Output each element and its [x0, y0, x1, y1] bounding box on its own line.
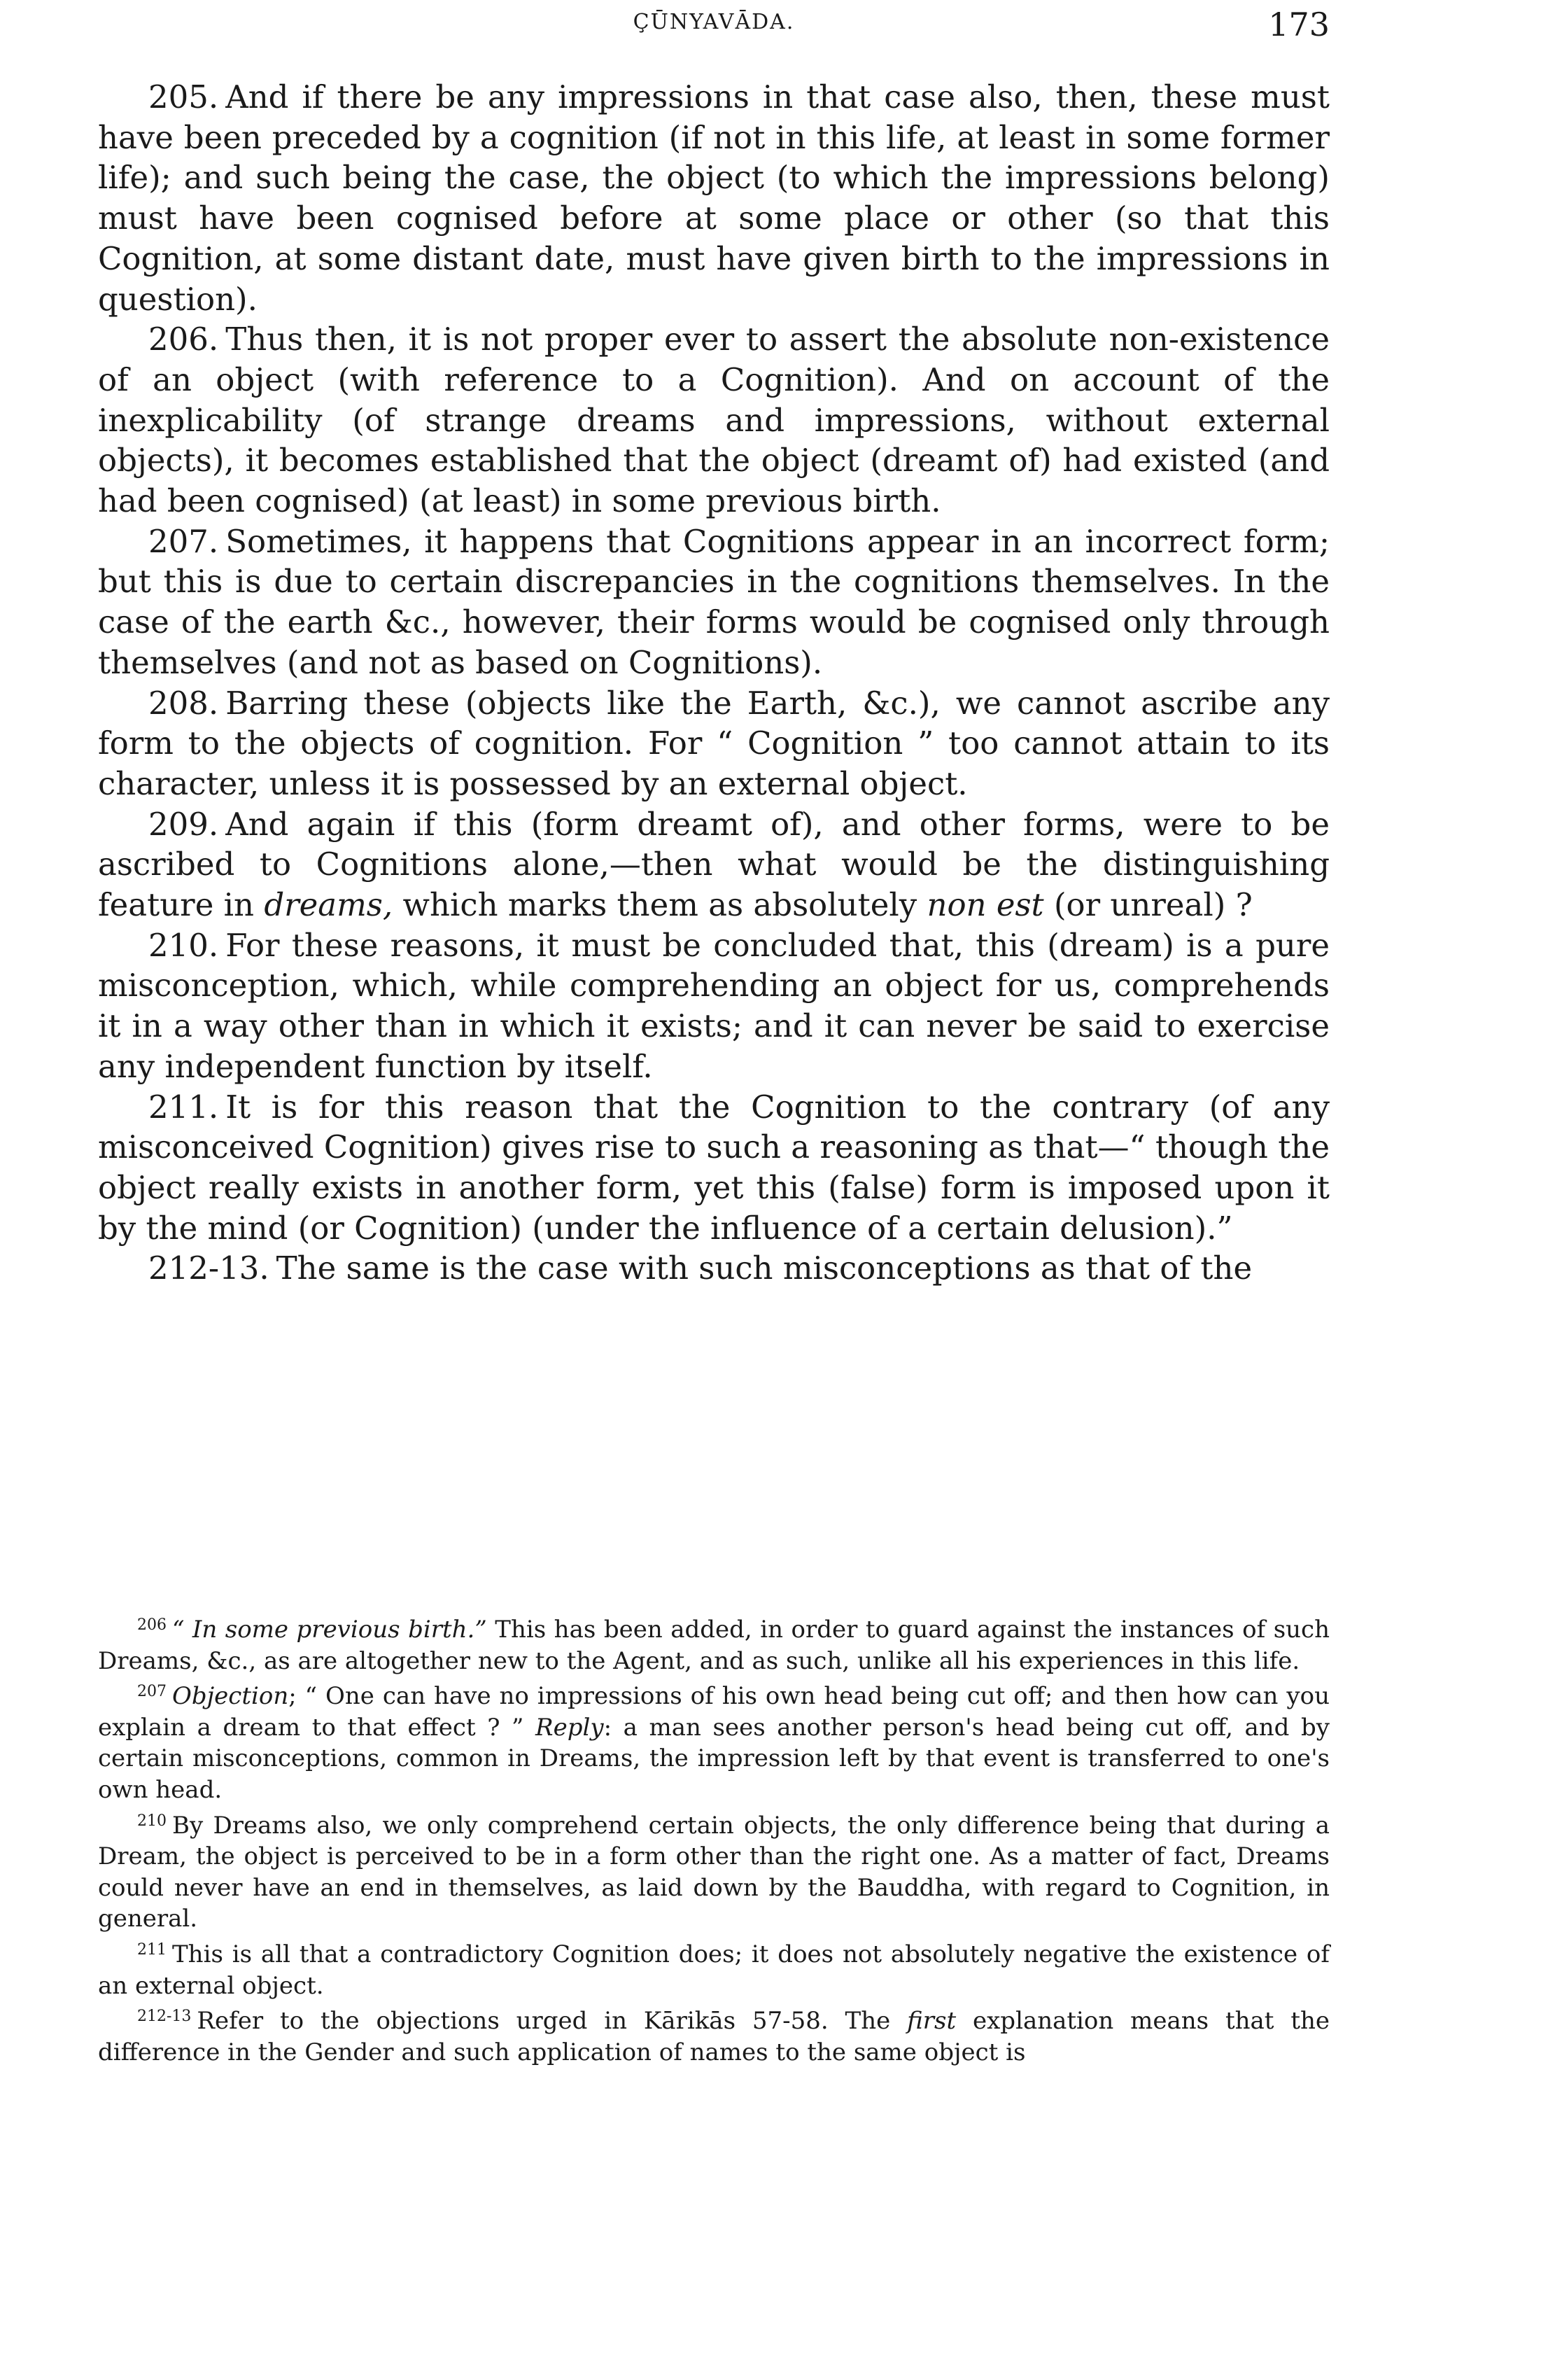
- footnote-text: This has been added, in order to guard against the instances of such Dreams, &c., as are altogether new to the Agent, and as such, unlike all his experiences in this life.: [98, 1616, 1330, 1675]
- footnote-212-13: [98, 2001, 1330, 2068]
- paragraph-text: Barring these (objects like the Earth, &c.), we cannot ascribe any form to the objects of cognition. For “ Cognition ” too cannot attain to its character, unless it is possessed by an external object.: [98, 684, 1330, 802]
- paragraph-209: [98, 804, 1330, 925]
- footnote-emphasis: first: [907, 2007, 957, 2036]
- footnote-206: [98, 1610, 1330, 1676]
- footnote-mark: 207: [137, 1683, 167, 1701]
- paragraph-211: [98, 1087, 1330, 1249]
- footnote-text: Refer to the objections urged in Kārikās 57-58. The: [197, 2007, 908, 2036]
- paragraph-emphasis: non est: [927, 886, 1044, 924]
- paragraph-number: 208.: [148, 684, 219, 722]
- paragraph-208: [98, 683, 1330, 804]
- paragraph-number: 206.: [148, 321, 219, 358]
- paragraph-number: 210.: [148, 926, 219, 964]
- main-text: [98, 77, 1330, 1289]
- footnote-mark: 212-13: [137, 2008, 192, 2026]
- footnote-mark: 210: [137, 1812, 167, 1830]
- paragraph-text: For these reasons, it must be concluded that, this (dream) is a pure misconception, which, while comprehending an object for us, comprehends it in a way other than in which it exists; and it can never be said to exercise any independent function by itself.: [98, 926, 1330, 1085]
- footnote-207: [98, 1676, 1330, 1805]
- footnote-emphasis: Objection: [172, 1682, 289, 1711]
- paragraph-206: [98, 319, 1330, 522]
- paragraph-number: 207.: [148, 522, 219, 560]
- footnote-text: This is all that a contradictory Cognition does; it does not absolutely negative the existence of an external object.: [98, 1940, 1330, 2000]
- footnote-text: explanation means that the difference in the Gender and such application of names to the same object is: [98, 2007, 1330, 2066]
- paragraph-number: 211.: [148, 1088, 219, 1126]
- paragraph-number: 212-13.: [148, 1250, 269, 1287]
- paragraph-210: [98, 925, 1330, 1087]
- paragraph-number: 205.: [148, 78, 219, 115]
- running-title: ÇŪNYAVĀDA.: [633, 10, 795, 34]
- paragraph-text: And if there be any impressions in that case also, then, these must have been preceded by a cognition (if not in this life, at least in some former life); and such being the case, the object (to which the impressions belong) must have been cognised before at some place or other (so that this Cognition, at some distant date, must have given birth to the impressions in question).: [98, 78, 1330, 318]
- book-page: [98, 0, 1330, 2380]
- footnote-mark: 206: [137, 1616, 167, 1634]
- paragraph-205: [98, 77, 1330, 319]
- paragraph-text: (or unreal) ?: [1043, 886, 1253, 924]
- paragraph-text: Thus then, it is not proper ever to assert the absolute non-existence of an object (with reference to a Cognition). And on account of the inexplicability (of strange dreams and impressions, without external objects), it becomes established that the object (dreamt of) had existed (and had been cognised) (at least) in some previous birth.: [98, 321, 1330, 520]
- footnote-text: By Dreams also, we only comprehend certain objects, the only difference being that during a Dream, the object is perceived to be in a form other than the right one. As a matter of fact, Dreams could never have an end in themselves, as laid down by the Bauddha, with regard to Cognition, in general.: [98, 1811, 1330, 1933]
- paragraph-207: [98, 522, 1330, 683]
- running-head: [98, 4, 1330, 46]
- footnote-emphasis: “ In some previous birth.”: [172, 1616, 487, 1644]
- paragraph-text: which marks them as absolutely: [393, 886, 927, 924]
- paragraph-text: It is for this reason that the Cognition to the contrary (of any misconceived Cognition) gives rise to such a reasoning as that—“ though the object really exists in another form, yet this (false) form is imposed upon it by the mind (or Cognition) (under the influence of a certain delusion).”: [98, 1088, 1330, 1247]
- footnotes: [98, 1610, 1330, 2068]
- paragraph-emphasis: dreams,: [264, 886, 393, 924]
- footnote-mark: 211: [137, 1940, 167, 1959]
- footnote-text: ; “ One can have no impressions of his own head being cut off; and then how can you explain a dream to that effect ? ”: [98, 1682, 1330, 1742]
- paragraph-number: 209.: [148, 805, 219, 843]
- page-number: 173: [1268, 6, 1330, 43]
- footnote-emphasis: Reply: [535, 1713, 604, 1742]
- paragraph-212-13: [98, 1248, 1330, 1289]
- paragraph-text: And again if this (form dreamt of), and other forms, were to be ascribed to Cognitions alone,—then what would be the distinguishing feature in: [98, 805, 1330, 924]
- paragraph-text: The same is the case with such misconceptions as that of the: [276, 1250, 1253, 1287]
- footnote-210: [98, 1806, 1330, 1935]
- paragraph-text: Sometimes, it happens that Cognitions appear in an incorrect form; but this is due to certain discrepancies in the cognitions themselves. In the case of the earth &c., however, their forms would be cognised only through themselves (and not as based on Cognitions).: [98, 522, 1330, 681]
- footnote-211: [98, 1935, 1330, 2001]
- footnote-text: : a man sees another person's head being cut off, and by certain misconceptions, common in Dreams, the impression left by that event is transferred to one's own head.: [98, 1713, 1330, 1804]
